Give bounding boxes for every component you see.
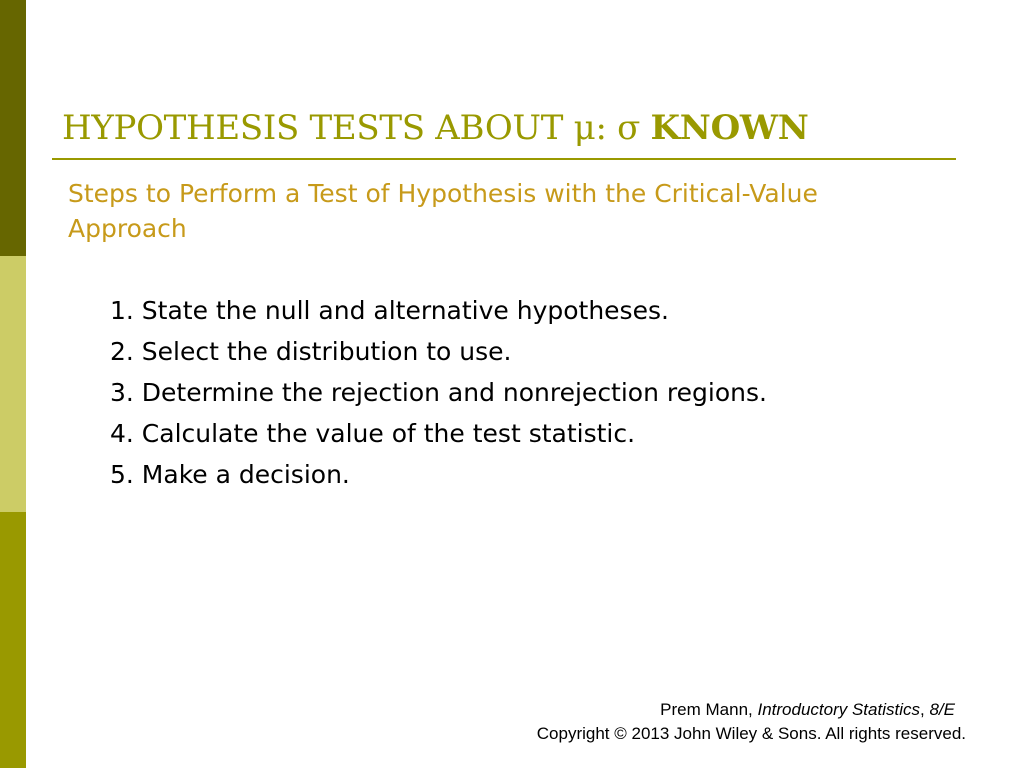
side-bar-top (0, 0, 26, 256)
steps-list (110, 290, 767, 495)
slide-footer (537, 698, 966, 746)
footer-book-title: Introductory Statistics (757, 700, 920, 719)
footer-edition: 8/E (929, 700, 955, 719)
footer-author: Prem Mann, (660, 700, 753, 719)
slide-subtitle: Steps to Perform a Test of Hypothesis with the Critical-Value Approach (68, 179, 818, 243)
slide-title-bold: KNOWN (650, 108, 809, 148)
step-item: 1. State the null and alternative hypotheses. (110, 296, 669, 325)
step-item: 3. Determine the rejection and nonrejection regions. (110, 378, 767, 407)
footer-citation (537, 698, 966, 722)
footer-copyright: Copyright © 2013 John Wiley & Sons. All rights reserved. (536, 724, 966, 743)
slide-title-text: HYPOTHESIS TESTS ABOUT μ: σ (62, 108, 651, 148)
side-bar-middle (0, 256, 26, 512)
title-divider (52, 158, 956, 160)
side-bar-bottom (0, 512, 26, 768)
footer-comma: , (920, 700, 925, 719)
step-item: 2. Select the distribution to use. (110, 337, 512, 366)
step-item: 5. Make a decision. (110, 460, 350, 489)
step-item: 4. Calculate the value of the test statistic. (110, 419, 636, 448)
slide-title (62, 108, 809, 148)
